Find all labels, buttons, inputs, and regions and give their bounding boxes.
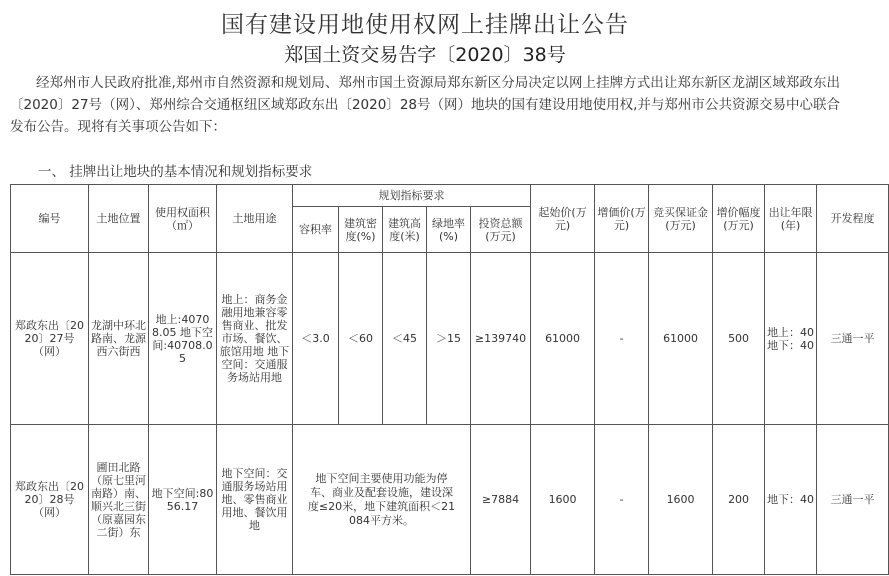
row2-term: 地下：40: [765, 425, 817, 575]
row1-term: 地上：40 地下：40: [765, 253, 817, 425]
row1-deposit: 61000: [649, 253, 713, 425]
row1-height: ＜45: [383, 253, 427, 425]
header-use: 土地用途: [217, 185, 293, 253]
section-heading: 一、 挂牌出让地块的基本情况和规划指标要求: [38, 164, 313, 180]
table-row: [11, 253, 889, 425]
row1-use: 地上：商务金融用地兼容零售商业、批发市场、餐饮、旅馆用地 地下空间：交通服务场站用地: [217, 253, 293, 425]
table-row: [11, 425, 889, 575]
header-bid-step: 增价幅度(万元): [713, 185, 765, 253]
notice-number: 郑国土资交易告字〔2020〕38号: [284, 44, 566, 66]
row2-area: 地下空间:8056.17: [149, 425, 217, 575]
notice-title: 国有建设用地使用权网上挂牌出让公告: [221, 12, 629, 38]
row2-start-price: 1600: [531, 425, 595, 575]
header-location: 土地位置: [89, 185, 149, 253]
row2-bid-step: 200: [713, 425, 765, 575]
header-green-ratio: 绿地率(%): [427, 207, 471, 253]
header-density: 建筑密度(%): [339, 207, 383, 253]
header-height: 建筑高度(米): [383, 207, 427, 253]
row2-development: 三通一平: [817, 425, 889, 575]
row1-number: 郑政东出〔2020〕27号（网）: [11, 253, 89, 425]
row1-location: 龙湖中环北路南、龙源西六街西: [89, 253, 149, 425]
header-planning-group: 规划指标要求: [293, 185, 531, 207]
header-plot-ratio: 容积率: [293, 207, 339, 253]
land-parcel-table: [10, 184, 889, 575]
row1-increment-price: -: [595, 253, 649, 425]
header-increment-price: 增価价(万元): [595, 185, 649, 253]
header-area: 使用权面积（㎡）: [149, 185, 217, 253]
row1-development: 三通一平: [817, 253, 889, 425]
header-investment: 投资总额(万元): [471, 207, 531, 253]
header-start-price: 起始价(万元): [531, 185, 595, 253]
row2-increment-price: -: [595, 425, 649, 575]
notice-intro-paragraph: 经郑州市人民政府批准,郑州市自然资源和规划局、郑州市国土资源局郑东新区分局决定以网上挂牌方式出让郑东新区龙湖区域郑政东出〔2020〕27号（网）、郑州综合交通枢纽区域郑政东出〔2020〕28号（网）地块的国有建设用地使用权,并与郑州市公共资源交易中心联合发布公告。现将有关事项公告如下：: [10, 75, 840, 135]
header-term: 出让年限(年): [765, 185, 817, 253]
row1-green-ratio: ＞15: [427, 253, 471, 425]
header-development: 开发程度: [817, 185, 889, 253]
row1-start-price: 61000: [531, 253, 595, 425]
row1-area: 地上:40708.05 地下空间:40708.05: [149, 253, 217, 425]
header-number: 编号: [11, 185, 89, 253]
row2-deposit: 1600: [649, 425, 713, 575]
row2-number: 郑政东出〔2020〕28号（网）: [11, 425, 89, 575]
row2-investment: ≥7884: [471, 425, 531, 575]
row2-location: 圃田北路（原七里河南路）南、顺兴北三街（原嘉园东二街）东: [89, 425, 149, 575]
row1-investment: ≥139740: [471, 253, 531, 425]
row1-plot-ratio: ＜3.0: [293, 253, 339, 425]
row2-use: 地下空间：交通服务场站用地、零售商业用地、餐饮用地: [217, 425, 293, 575]
row1-density: ＜60: [339, 253, 383, 425]
row1-bid-step: 500: [713, 253, 765, 425]
row2-planning-note: 地下空间主要使用功能为停车、商业及配套设施，建设深度≤20米，地下建筑面积＜21084平方米。: [293, 425, 471, 575]
header-deposit: 竞买保证金(万元): [649, 185, 713, 253]
